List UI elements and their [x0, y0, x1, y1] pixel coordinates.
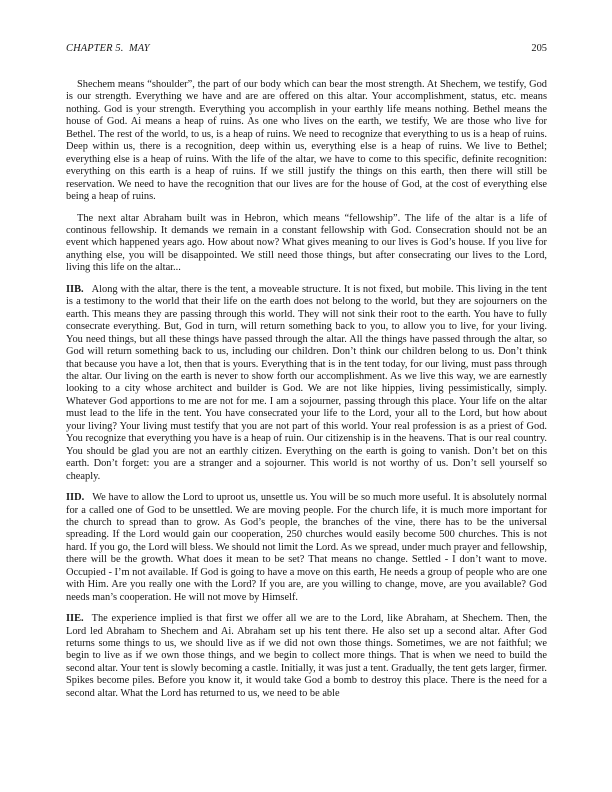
- paragraph-text: The next altar Abraham built was in Hebron, which means “fellowship”. The life of the altar is a life of continous fellowship. It demands we remain in a constant fellowship with God. Consecration should not be an event which happened years ago. How about now? What gives meaning to our lives is God’s house. If you live for anything else, you will be disappointed. We still need those things, but after consecrating our lives to the Lord, living this life on the altar...: [66, 212, 547, 274]
- paragraph-text: We have to allow the Lord to uproot us, unsettle us. You will be so much more useful. It is absolutely normal for a called one of God to be unsettled. We are moving people. For the church life, it is much more important for the church to spread than to grow. As God’s people, the branches of the vine, there has to be the universal spreading. If the Lord would gain our cooperation, 250 churches would easily become 500 churches. This is not hard. If you go, the Lord will bless. We should not limit the Lord. As we spread, under much prayer and fellowship, there will be the growth. What does it mean to be set? That means no change. Settled - I don’t want to move. Occupied - I’m not available. If God is going to have a move on this earth, He needs a group of people who are one with Him. Are you really one with the Lord? If you are, are you willing to change, move, are you available? God needs man’s cooperation. He will not move by Himself.: [66, 492, 547, 603]
- paragraph-iid: [66, 492, 547, 604]
- paragraph-label-iib: IIB.: [66, 283, 84, 295]
- paragraph-label-iie: IIE.: [66, 613, 84, 625]
- paragraph-text: Shechem means “shoulder”, the part of our body which can bear the most strength. At Shechem, we testify, God is our strength. Everything we have and are are offered on this altar. Your accomplishment, status, etc. means nothing. God is your strength. Everything you accomplish in your earthly life means nothing. Bethel means the house of God. Ai means a heap of ruins. As one who lives on the earth, we testify, We are those who live for Bethel. The rest of the world, to us, is a heap of ruins. We need to recognize that everything to us is a heap of ruins. Deep within us, there is a recognition, deep within us, everything else is a heap of ruins. We live to Bethel; everything else is a heap of ruins. With the life of the altar, we have to come to this specific, definite recognition: everything on this earth is a heap of ruins. If we still justify the things on this earth, then there will still be reservation. We need to have the recognition that our lives are for the house of God, at the cost of everything else being a heap of ruins.: [66, 79, 547, 203]
- paragraph-label-iid: IID.: [66, 492, 85, 504]
- paragraph-text: Along with the altar, there is the tent, a moveable structure. It is not fixed, but mobile. This living in the tent is a testimony to the world that their life on the earth does not belong to the world, but they are sojourners on the earth. This means they are passing through this world. They will not sink their root to the earth. You have to fully consecrate everything. But, God in turn, will return something back to you, to allow you to live, for your living. You need things, but all these things have passed through the altar. All the things have passed through the altar, so God will return something back to us, including our children. Don’t think our children belong to us. Don’t think that because you have a lot, then that is yours. Everything that is in the tent today, for our living, must pass through the altar. Our living on the earth is never to show forth our accomplishment. As we live this way, we are earnestly looking to a city whose architect and builder is God. We are not like hippies, living pessimistically, simply. Whatever God apportions to me are not for me. I am a sojourner, passing through this place. Your life on the altar must lead to the life in the tent. You have consecrated your life to the Lord, your all to the Lord, but how about your living? Your living must testify that you are not part of this world. Your real profession is as a priest of God. You recognize that everything you have is a heap of ruin. Our citizenship is in the heavens. That is our real country. You should be glad you are not an earthly citizen. Everything on the earth is going to vanish. Don’t bet on this earth. Don’t forget: you are a stranger and a sojourner. This world is not worthy of us. Don’t sell yourself so cheaply.: [66, 283, 547, 482]
- paragraph-iib: [66, 284, 547, 483]
- paragraph-iie: [66, 613, 547, 700]
- paragraph-text: The experience implied is that first we offer all we are to the Lord, like Abraham, at Shechem. Then, the Lord led Abraham to Shechem and Ai. Abraham set up his tent there. He also set up a second altar. After God returns some things to us, we should live as if we did not own those things. Sometimes, we are not faithful; we begin to live as if we own those things, and we begin to collect more things. That is when we need to build the second altar. Your tent is slowly becoming a castle. Initially, it was just a tent. Gradually, the tent gets larger, firmer. Spikes become piles. Before you know it, it would take God a bomb to destroy this place. There is the need for a second altar. What the Lord has returned to us, we need to be able: [66, 613, 547, 699]
- paragraph-shechem: [66, 79, 547, 204]
- paragraph-hebron: [66, 213, 547, 275]
- page-number: 205: [531, 43, 547, 54]
- chapter-heading: CHAPTER 5. MAY: [66, 43, 150, 54]
- running-head: [66, 43, 547, 55]
- page-body: [66, 79, 547, 709]
